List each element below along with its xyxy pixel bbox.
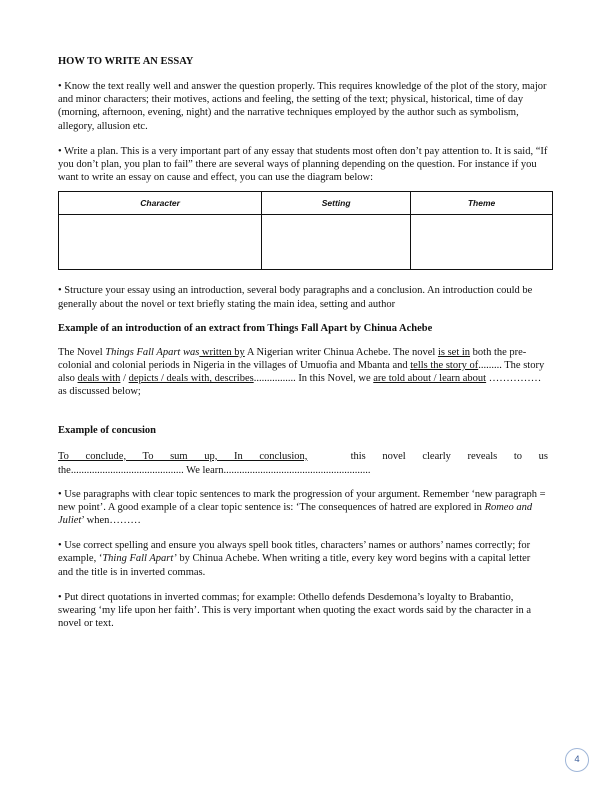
bullet-text: ’ when……… (81, 515, 141, 527)
introduction-example (58, 346, 548, 399)
intro-text: …………… as discussed below; (58, 373, 542, 398)
column-header-character: Character (59, 192, 262, 215)
conclusion-example-heading: Example of concusion (58, 424, 157, 436)
bullet-text: • Use paragraphs with clear topic sentences to mark the progression of your argument. Remember ‘new paragraph = new point’. A good example of a clear topic sentence is: ‘The consequences of hatred are explored in (58, 488, 546, 513)
column-header-setting: Setting (262, 192, 411, 215)
underlined-phrase: deals with (77, 373, 121, 385)
conclusion-text: this novel clearly reveals to us (350, 450, 548, 462)
bullet-know-text: • Know the text really well and answer the question properly. This requires knowledge of the plot of the story, major and minor characters; their motives, actions and feeling, the setting of the text; physical, historical, time of day (morning, afternoon, evening, night) and the narrative techniques employed by the author such as symbolism, allegory, allusion etc. (58, 81, 547, 132)
conclusion-example (58, 450, 548, 478)
conclusion-phrase: To conclude, To sum up, In conclusion, (58, 450, 308, 462)
setting-cell (262, 215, 411, 270)
conclusion-line-2: the........................................... We learn........................................................ (58, 464, 371, 476)
column-header-theme: Theme (411, 192, 553, 215)
book-title: Thing Fall Apart’ (102, 553, 177, 565)
page-title: HOW TO WRITE AN ESSAY (58, 56, 194, 67)
bullet-write-plan: • Write a plan. This is a very important part of any essay that students most often don’t pay attention to. It is said, “If you don’t plan, you plan to fail” there are several ways of planning depending on the question. For instance if you want to write an essay on cause and effect, you can use the diagram below: (58, 145, 548, 184)
conclusion-phrases (58, 450, 320, 464)
bullet-text: • Use correct spelling and ensure you always spell book titles, characters’ names or authors’ names correctly; for example, ‘ (58, 540, 531, 565)
bullet-text: by Chinua Achebe. When writing a title, every key word begins with a capital letter and the title is in inverted commas. (58, 553, 531, 578)
underlined-phrase: tells the story of (410, 360, 479, 372)
intro-text: ......... The story also (58, 360, 545, 385)
bullet-paragraphs (58, 488, 548, 528)
underlined-phrase: is set in (437, 346, 471, 358)
book-title: Things Fall Apart was (105, 346, 200, 358)
intro-text: both the pre-colonial and colonial periods in Nigeria in the villages of Umuofia and Mbanta and (58, 346, 527, 372)
character-cell (59, 215, 262, 270)
intro-text: / (120, 373, 129, 385)
underlined-phrase: written by (199, 346, 245, 358)
bullet-spelling (58, 539, 548, 579)
bullet-structure: • Structure your essay using an introduction, several body paragraphs and a conclusion. An introduction could be generally about the novel or text briefly stating the main idea, setting and author (58, 285, 533, 310)
underlined-phrase: depicts / deals with, describes (128, 373, 254, 385)
intro-text: ................ In this Novel, we (253, 373, 374, 385)
intro-text: The Novel (58, 346, 106, 358)
bullet-quotations: • Put direct quotations in inverted commas; for example: Othello defends Desdemona’s loyalty to Brabantio, swearing ‘my life upon her faith’. This is very important when quoting the exact words said by the character in a novel or text. (58, 591, 532, 630)
document-body (58, 56, 548, 642)
theme-cell (411, 215, 553, 270)
planning-diagram (58, 191, 553, 270)
conclusion-line-1 (58, 450, 548, 464)
book-title: Romeo and Juliet (58, 501, 533, 527)
intro-text: A Nigerian writer Chinua Achebe. The novel (244, 346, 438, 358)
introduction-example-heading: Example of an introduction of an extract from Things Fall Apart by Chinua Achebe (58, 322, 433, 334)
underlined-phrase: are told about / learn about (373, 373, 487, 385)
page-number: 4 (565, 748, 589, 772)
